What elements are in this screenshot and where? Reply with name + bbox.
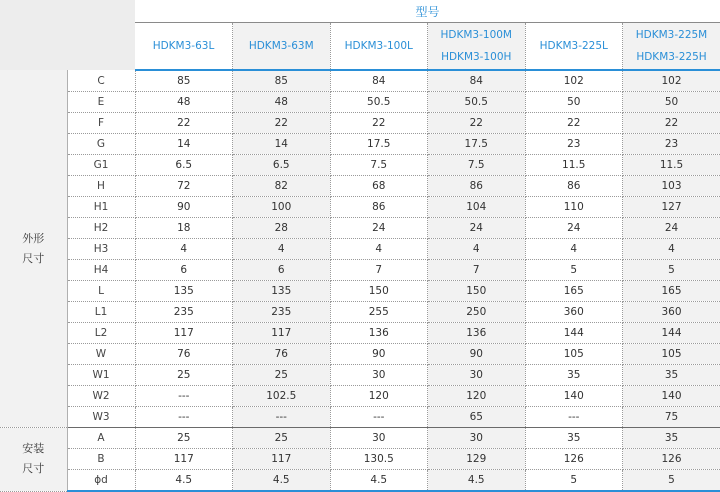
value-cell: 165 [623,281,720,302]
value-cell: 102.5 [233,386,331,407]
value-cell: 130.5 [330,449,428,470]
group-label-line: 外形 [0,229,67,249]
value-cell: 22 [525,113,623,134]
value-cell: 150 [330,281,428,302]
value-cell: 7.5 [428,155,526,176]
model-name: HDKM3-100L [331,35,428,57]
param-label: H1 [67,197,135,218]
value-cell: 235 [233,302,331,323]
value-cell: 68 [330,176,428,197]
value-cell: 4 [623,239,720,260]
value-cell: 35 [525,428,623,449]
value-cell: 14 [135,134,233,155]
table-row [0,239,720,260]
value-cell: 102 [525,70,623,92]
value-cell: 129 [428,449,526,470]
value-cell: 4.5 [330,470,428,492]
table-row [0,365,720,386]
value-cell: 117 [233,449,331,470]
value-cell: 126 [623,449,720,470]
value-cell: --- [135,386,233,407]
value-cell: 6 [135,260,233,281]
header-corner [0,0,135,70]
table-row [0,176,720,197]
value-cell: 30 [330,365,428,386]
value-cell: 4.5 [428,470,526,492]
value-cell: 35 [525,365,623,386]
param-label: H3 [67,239,135,260]
value-cell: 360 [623,302,720,323]
value-cell: 144 [525,323,623,344]
value-cell: 90 [135,197,233,218]
table-row [0,407,720,428]
value-cell: 127 [623,197,720,218]
param-label: G1 [67,155,135,176]
param-label: B [67,449,135,470]
table-row [0,92,720,113]
value-cell: 17.5 [428,134,526,155]
value-cell: 22 [623,113,720,134]
value-cell: 30 [330,428,428,449]
value-cell: 22 [428,113,526,134]
value-cell: 90 [330,344,428,365]
value-cell: 76 [233,344,331,365]
table-row [0,113,720,134]
table-row [0,260,720,281]
model-name: HDKM3-63M [233,35,330,57]
value-cell: 105 [623,344,720,365]
value-cell: 255 [330,302,428,323]
value-cell: 35 [623,365,720,386]
value-cell: 24 [428,218,526,239]
value-cell: 50 [525,92,623,113]
param-label: A [67,428,135,449]
value-cell: 65 [428,407,526,428]
value-cell: 86 [525,176,623,197]
value-cell: 30 [428,428,526,449]
value-cell: 17.5 [330,134,428,155]
value-cell: 50 [623,92,720,113]
value-cell: 7 [428,260,526,281]
table-row [0,449,720,470]
value-cell: 6 [233,260,331,281]
value-cell: 140 [623,386,720,407]
value-cell: 24 [623,218,720,239]
model-name: HDKM3-225H [623,46,720,68]
model-name: HDKM3-225L [526,35,623,57]
group-label-line: 安装 [0,439,67,459]
value-cell: 120 [330,386,428,407]
param-label: C [67,70,135,92]
param-label: ϕd [67,470,135,492]
model-name: HDKM3-100H [428,46,525,68]
value-cell: 4 [330,239,428,260]
table-row [0,155,720,176]
value-cell: 84 [330,70,428,92]
group-label-line: 尺寸 [0,459,67,479]
value-cell: 23 [525,134,623,155]
value-cell: 85 [135,70,233,92]
value-cell: 82 [233,176,331,197]
group-label-line: 尺寸 [0,249,67,269]
value-cell: 5 [623,260,720,281]
param-label: H [67,176,135,197]
value-cell: 136 [428,323,526,344]
value-cell: 102 [623,70,720,92]
table-row [0,386,720,407]
value-cell: 86 [330,197,428,218]
value-cell: 48 [135,92,233,113]
value-cell: 30 [428,365,526,386]
value-cell: 72 [135,176,233,197]
param-label: L2 [67,323,135,344]
value-cell: 6.5 [233,155,331,176]
value-cell: 104 [428,197,526,218]
table-row [0,281,720,302]
model-name: HDKM3-225M [623,24,720,46]
value-cell: 6.5 [135,155,233,176]
title-row [0,0,720,23]
value-cell: --- [525,407,623,428]
value-cell: 360 [525,302,623,323]
param-label: W2 [67,386,135,407]
value-cell: 14 [233,134,331,155]
value-cell: 4 [428,239,526,260]
value-cell: 35 [623,428,720,449]
value-cell: 22 [330,113,428,134]
value-cell: 235 [135,302,233,323]
value-cell: 22 [135,113,233,134]
value-cell: 75 [623,407,720,428]
table-row [0,344,720,365]
group-label [0,428,67,492]
model-header-cell [135,23,233,71]
value-cell: 117 [233,323,331,344]
value-cell: 140 [525,386,623,407]
value-cell: 50.5 [428,92,526,113]
value-cell: 135 [135,281,233,302]
param-label: G [67,134,135,155]
param-label: F [67,113,135,134]
value-cell: 28 [233,218,331,239]
value-cell: 24 [330,218,428,239]
value-cell: 25 [233,365,331,386]
model-header-cell [330,23,428,71]
value-cell: --- [330,407,428,428]
value-cell: 4 [233,239,331,260]
value-cell: 144 [623,323,720,344]
value-cell: 7 [330,260,428,281]
model-header-cell [233,23,331,71]
value-cell: 22 [233,113,331,134]
value-cell: 5 [525,260,623,281]
param-label: L [67,281,135,302]
param-label: W [67,344,135,365]
value-cell: 136 [330,323,428,344]
value-cell: 4.5 [135,470,233,492]
value-cell: 25 [233,428,331,449]
value-cell: 24 [525,218,623,239]
param-label: E [67,92,135,113]
value-cell: --- [233,407,331,428]
value-cell: 4.5 [233,470,331,492]
value-cell: 5 [623,470,720,492]
value-cell: 7.5 [330,155,428,176]
value-cell: 150 [428,281,526,302]
model-header-cell [525,23,623,71]
model-name: HDKM3-100M [428,24,525,46]
value-cell: 103 [623,176,720,197]
value-cell: 48 [233,92,331,113]
value-cell: 135 [233,281,331,302]
value-cell: 50.5 [330,92,428,113]
value-cell: 18 [135,218,233,239]
table-row [0,470,720,492]
table-row [0,218,720,239]
value-cell: 84 [428,70,526,92]
param-label: H2 [67,218,135,239]
value-cell: 11.5 [623,155,720,176]
value-cell: 23 [623,134,720,155]
value-cell: 117 [135,449,233,470]
group-label [0,70,67,428]
value-cell: 117 [135,323,233,344]
value-cell: 100 [233,197,331,218]
value-cell: 250 [428,302,526,323]
value-cell: 25 [135,365,233,386]
value-cell: --- [135,407,233,428]
model-header-cell [428,23,526,71]
value-cell: 126 [525,449,623,470]
value-cell: 85 [233,70,331,92]
value-cell: 120 [428,386,526,407]
value-cell: 25 [135,428,233,449]
value-cell: 86 [428,176,526,197]
value-cell: 11.5 [525,155,623,176]
value-cell: 4 [135,239,233,260]
value-cell: 4 [525,239,623,260]
value-cell: 165 [525,281,623,302]
table-row [0,302,720,323]
model-header-cell [623,23,720,71]
param-label: H4 [67,260,135,281]
table-row [0,323,720,344]
value-cell: 110 [525,197,623,218]
table-row [0,197,720,218]
value-cell: 76 [135,344,233,365]
value-cell: 105 [525,344,623,365]
model-title: 型号 [135,0,720,23]
param-label: W3 [67,407,135,428]
param-label: W1 [67,365,135,386]
model-name: HDKM3-63L [135,35,232,57]
table-row [0,134,720,155]
param-label: L1 [67,302,135,323]
value-cell: 5 [525,470,623,492]
table-row [0,70,720,92]
table-row [0,428,720,449]
value-cell: 90 [428,344,526,365]
